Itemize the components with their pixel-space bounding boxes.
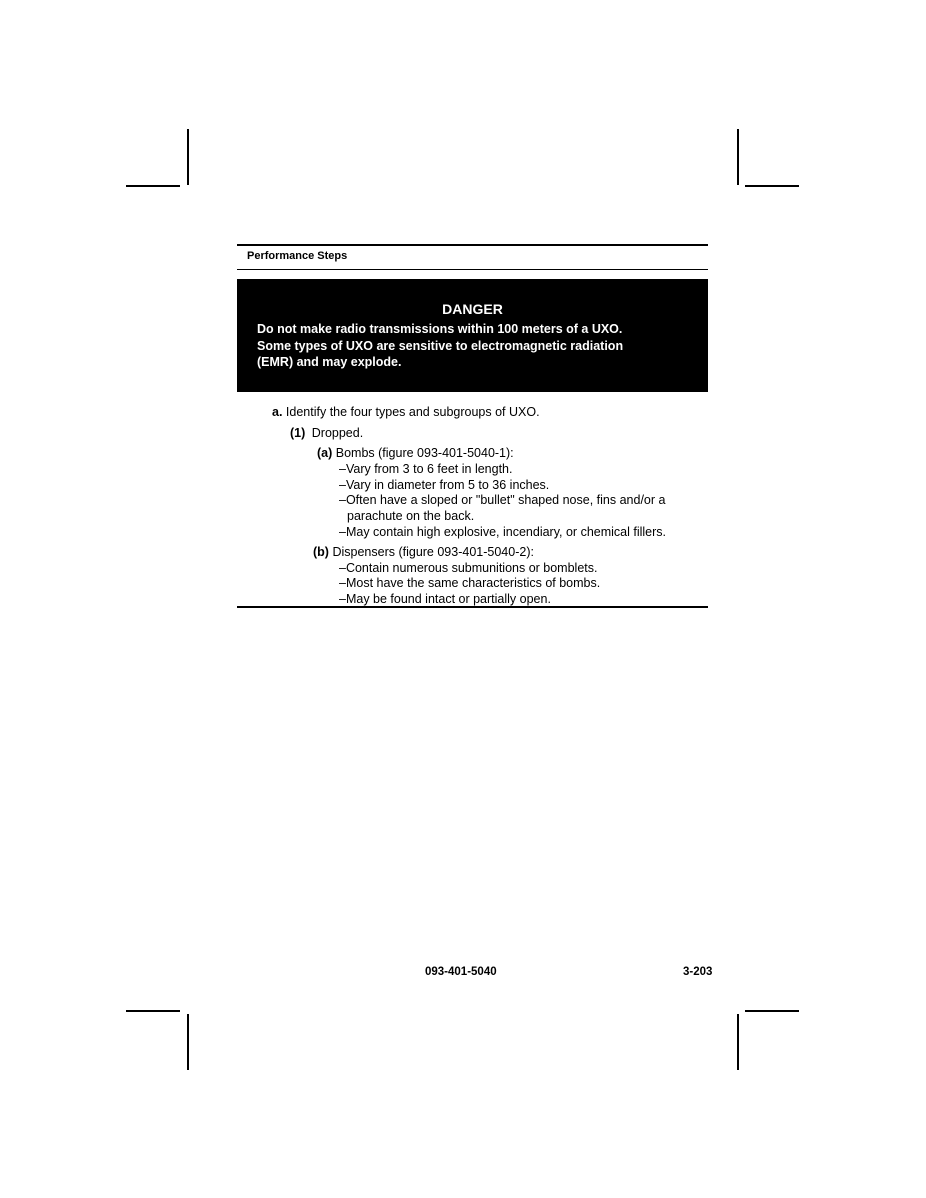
crop-mark-bottom-right-horizontal — [745, 1010, 799, 1012]
bombs-item-4: –May contain high explosive, incendiary, or chemical fillers. — [339, 525, 667, 539]
dispensers-label: (b) — [313, 545, 329, 559]
task-number: 093-401-5040 — [425, 966, 497, 978]
dispensers-heading — [313, 545, 534, 559]
crop-mark-top-right-vertical — [737, 129, 739, 185]
bombs-label: (a) — [317, 446, 333, 460]
dispensers-item-1: –Contain numerous submunitions or bomblets. — [339, 561, 598, 575]
bombs-item-3-continued: parachute on the back. — [347, 509, 475, 523]
bombs-heading — [317, 446, 514, 460]
crop-mark-top-left-horizontal — [126, 185, 180, 187]
page-number: 3-203 — [683, 966, 713, 978]
header-top-rule — [237, 244, 708, 246]
bombs-item-2: –Vary in diameter from 5 to 36 inches. — [339, 478, 550, 492]
bombs-item-3: –Often have a sloped or "bullet" shaped nose, fins and/or a — [339, 493, 666, 507]
step-a1-label: (1) — [290, 426, 306, 440]
danger-line-2: Some types of UXO are sensitive to electromagnetic radiation — [257, 339, 624, 353]
dispensers-item-3: –May be found intact or partially open. — [339, 592, 551, 606]
crop-mark-bottom-right-vertical — [737, 1014, 739, 1070]
step-a-text: Identify the four types and subgroups of UXO. — [285, 405, 540, 419]
danger-line-1: Do not make radio transmissions within 100 meters of a UXO. — [257, 322, 623, 336]
danger-title: DANGER — [442, 301, 503, 317]
bombs-item-1: –Vary from 3 to 6 feet in length. — [339, 462, 513, 476]
section-bottom-rule — [237, 606, 708, 608]
step-a — [272, 405, 540, 419]
danger-warning-box — [237, 279, 708, 392]
step-a1-text: Dropped. — [311, 426, 364, 440]
bombs-text: Bombs (figure 093-401-5040-1): — [335, 446, 514, 460]
danger-line-3: (EMR) and may explode. — [257, 355, 402, 369]
dispensers-item-2: –Most have the same characteristics of bombs. — [339, 576, 601, 590]
crop-mark-top-right-horizontal — [745, 185, 799, 187]
step-a-label: a. — [272, 405, 283, 419]
crop-mark-bottom-left-vertical — [187, 1014, 189, 1070]
header-bottom-rule — [237, 269, 708, 270]
section-title: Performance Steps — [247, 250, 348, 262]
dispensers-text: Dispensers (figure 093-401-5040-2): — [332, 545, 534, 559]
step-a1 — [290, 426, 363, 440]
crop-mark-top-left-vertical — [187, 129, 189, 185]
crop-mark-bottom-left-horizontal — [126, 1010, 180, 1012]
